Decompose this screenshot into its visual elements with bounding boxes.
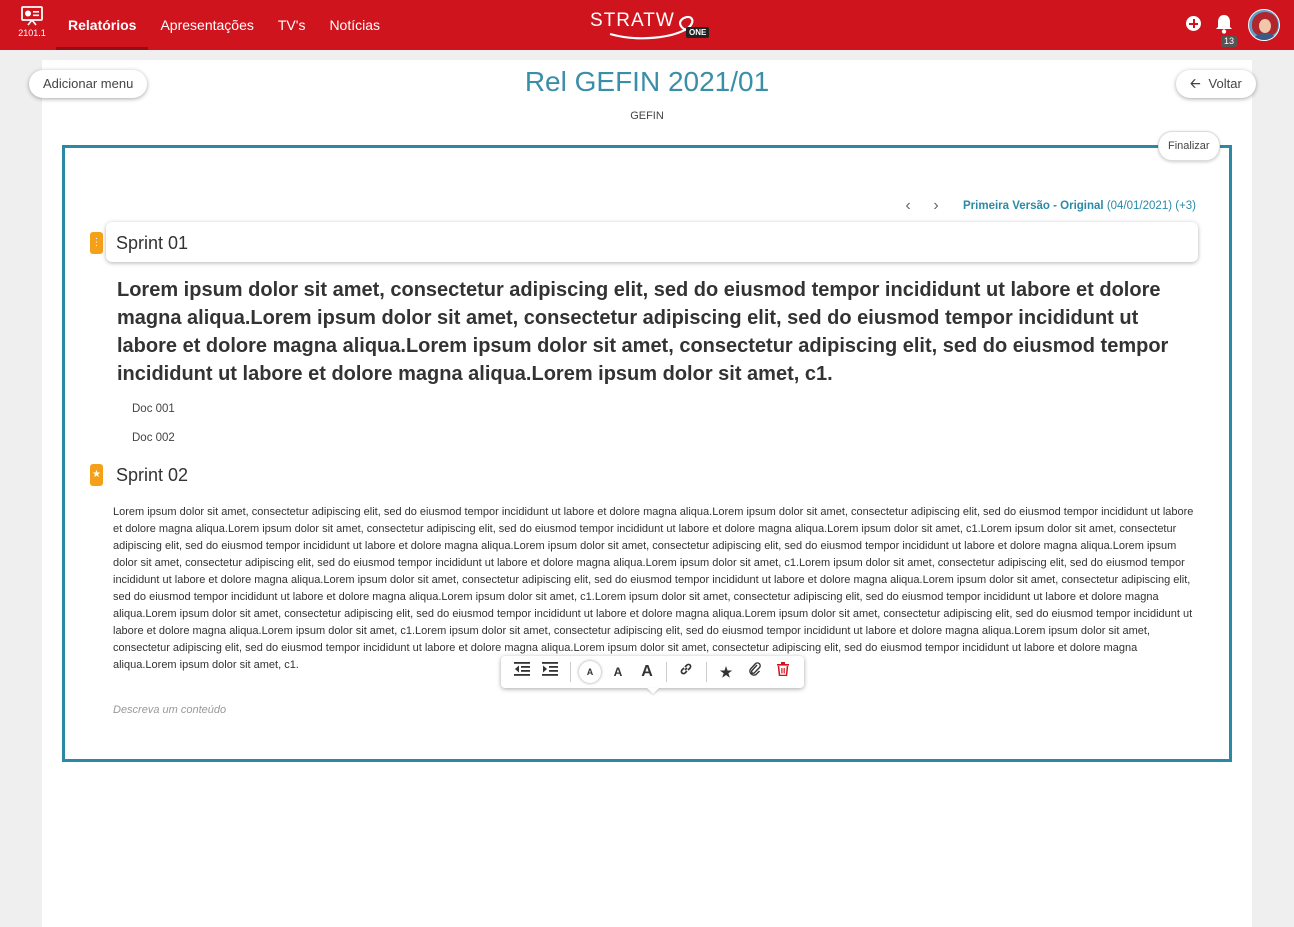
app-version: 2101.1 [18, 28, 46, 38]
nav-item-tvs[interactable]: TV's [277, 17, 306, 33]
indent-icon[interactable] [539, 661, 561, 683]
main-nav [56, 0, 392, 50]
notification-count: 13 [1221, 36, 1237, 47]
presentation-icon [21, 6, 43, 26]
doc-link[interactable]: Doc 002 [132, 432, 175, 444]
toolbar-divider [666, 662, 667, 682]
page-title: Rel GEFIN 2021/01 [524, 66, 770, 97]
nav-item-relatorios[interactable]: Relatórios [56, 0, 148, 50]
app-badge[interactable] [14, 6, 50, 46]
font-size-medium-button[interactable]: A [613, 665, 623, 679]
version-selector[interactable] [963, 200, 1196, 212]
version-name: Primeira Versão - Original [963, 200, 1104, 212]
format-toolbar [501, 656, 804, 688]
page-subtitle: GEFIN [630, 110, 664, 122]
section-text[interactable]: Lorem ipsum dolor sit amet, consectetur adipiscing elit, sed do eiusmod tempor incididunt ut labore et dolore magna aliqua.Lorem ipsum dolor sit amet, consectetur adipiscing elit, sed do eiusmod tempor incididunt ut labore et dolore magna aliqua.Lorem ipsum dolor sit amet, consectetur adipiscing elit, sed do eiusmod tempor incididunt ut labore et dolore magna aliqua.Lorem ipsum dolor sit amet, c1.Lorem ipsum dolor sit amet, consectetur adipiscing elit, sed do eiusmod tempor incididunt ut labore et dolore magna aliqua.Lorem ipsum dolor sit amet, consectetur adipiscing elit, sed do eiusmod tempor incididunt ut labore et dolore magna aliqua.Lorem ipsum dolor sit amet, consectetur adipiscing elit, sed do eiusmod tempor incididunt ut labore et dolore magna aliqua.Lorem ipsum dolor sit amet, c1.Lorem ipsum dolor sit amet, consectetur adipiscing elit, sed do eiusmod tempor incididunt ut labore et dolore magna aliqua.Lorem ipsum dolor sit amet, consectetur adipiscing elit, sed do eiusmod tempor incididunt ut labore et dolore magna aliqua.Lorem ipsum dolor sit amet, consectetur adipiscing elit, sed do eiusmod tempor incididunt ut labore et dolore magna aliqua.Lorem ipsum dolor sit amet, c1.Lorem ipsum dolor sit amet, consectetur adipiscing elit, sed do eiusmod tempor incididunt ut labore et dolore magna aliqua.Lorem ipsum dolor sit amet, consectetur adipiscing elit, sed do eiusmod tempor incididunt ut labore et dolore magna aliqua.Lorem ipsum dolor sit amet, consectetur adipiscing elit, sed do eiusmod tempor incididunt ut labore et dolore magna aliqua.Lorem ipsum dolor sit amet, c1.Lorem ipsum dolor sit amet, consectetur adipiscing elit, sed do eiusmod tempor incididunt ut labore et dolore magna aliqua.Lorem ipsum dolor sit amet, consectetur adipiscing elit, sed do eiusmod tempor incididunt ut labore et dolore magna aliqua.Lorem ipsum dolor sit amet, consectetur adipiscing elit, sed do eiusmod tempor incididunt ut labore et dolore magna aliqua.Lorem ipsum dolor sit amet, c1. [113, 506, 1194, 671]
arrow-left-icon: 🡠 [1190, 76, 1201, 91]
content-placeholder[interactable]: Descreva um conteúdo [113, 704, 227, 716]
outdent-icon[interactable] [511, 661, 533, 683]
paperclip-icon[interactable] [744, 661, 766, 683]
add-menu-button[interactable]: Adicionar menu [29, 70, 147, 98]
chevron-right-icon[interactable]: › [933, 197, 939, 214]
back-button-label: Voltar [1208, 76, 1242, 91]
nav-item-noticias[interactable]: Notícias [329, 17, 381, 33]
font-size-large-button[interactable]: A [641, 663, 653, 680]
link-icon[interactable] [675, 661, 697, 683]
section-text[interactable]: Lorem ipsum dolor sit amet, consectetur adipiscing elit, sed do eiusmod tempor incididunt ut labore et dolore magna aliqua.Lorem ipsum dolor sit amet, consectetur adipiscing elit, sed do eiusmod tempor incididunt ut labore et dolore magna aliqua.Lorem ipsum dolor sit amet, consectetur adipiscing elit, sed do eiusmod tempor incididunt ut labore et dolore magna aliqua.Lorem ipsum dolor sit amet, c1. [117, 279, 1169, 385]
brand-logo[interactable] [588, 8, 718, 42]
font-size-small-button[interactable]: A [579, 661, 601, 683]
star-icon[interactable]: ★ [719, 664, 733, 680]
add-icon[interactable] [1186, 16, 1201, 31]
top-bar [0, 0, 1294, 50]
trash-icon[interactable] [772, 661, 794, 683]
version-date: (04/01/2021) (+3) [1106, 200, 1197, 212]
section-title[interactable]: Sprint 02 [116, 465, 189, 485]
toolbar-divider [706, 662, 707, 682]
drag-handle-icon[interactable]: ⋮ [90, 232, 103, 254]
doc-link[interactable]: Doc 001 [132, 403, 175, 415]
section-title-input[interactable]: Sprint 01 [106, 222, 1198, 262]
chevron-left-icon[interactable]: ‹ [905, 197, 911, 214]
brand-badge: ONE [686, 27, 709, 38]
finish-button[interactable]: Finalizar [1158, 131, 1220, 161]
nav-item-apresentacoes[interactable]: Apresentações [160, 17, 254, 33]
brand-word: STRATW [590, 10, 675, 31]
toolbar-divider [570, 662, 571, 682]
avatar[interactable] [1248, 9, 1280, 41]
star-icon[interactable]: ★ [90, 464, 103, 486]
